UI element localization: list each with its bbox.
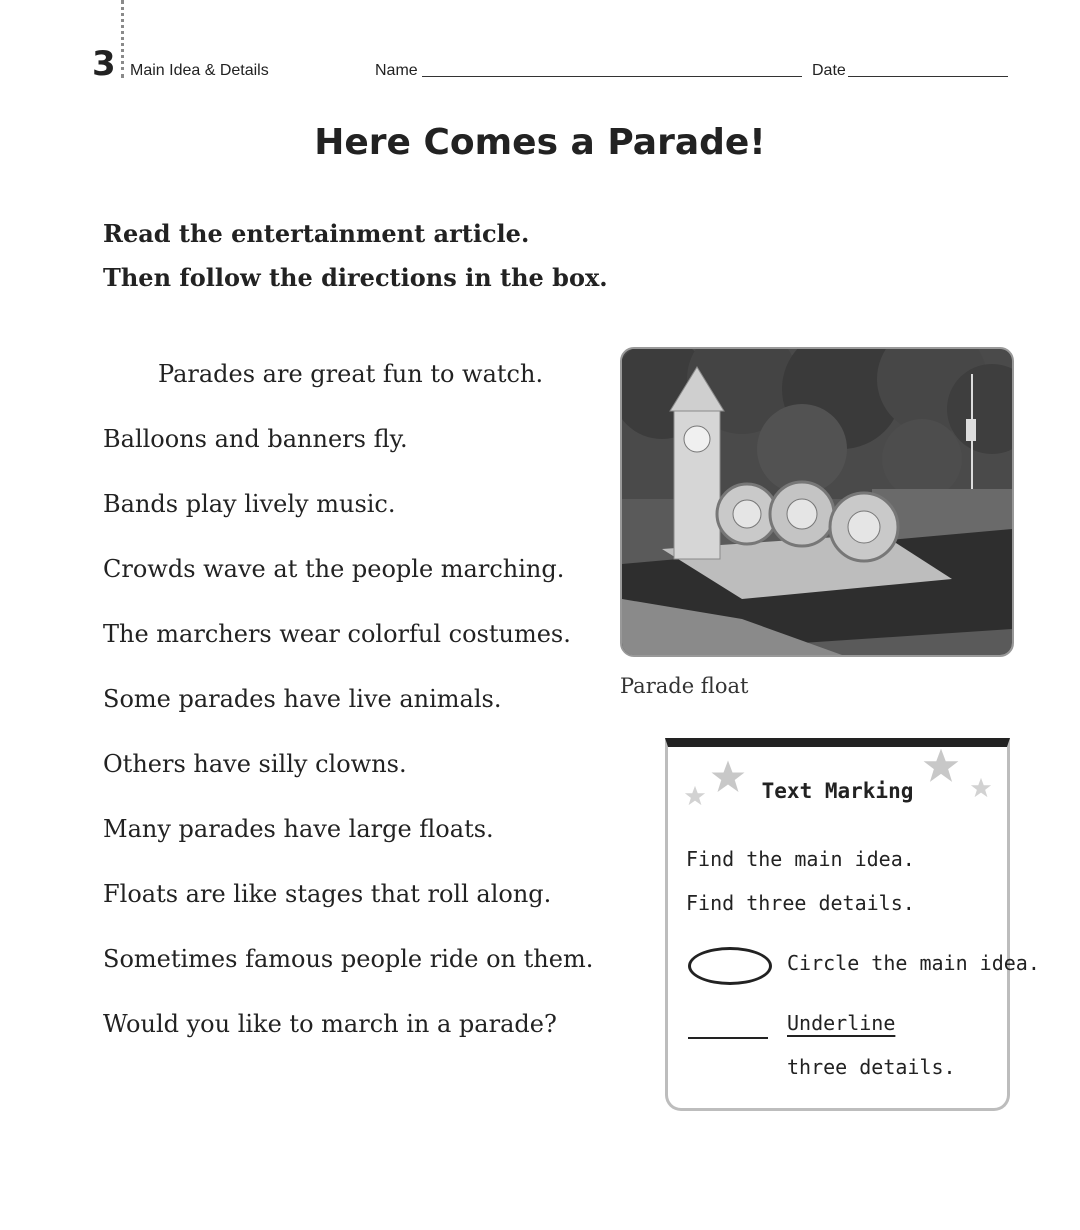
date-field-line[interactable] [848,76,1008,77]
find-main-idea: Find the main idea. [686,847,915,871]
date-label: Date [812,62,846,79]
directions-line: Then follow the directions in the box. [103,263,608,292]
article-line: The marchers wear colorful costumes. [103,620,571,648]
dotted-margin-rule [121,0,124,78]
underline-word: Underline [787,1011,896,1035]
photo-caption: Parade float [620,674,749,698]
article-line: Crowds wave at the people marching. [103,555,565,583]
directions-line: Read the entertainment article. [103,219,530,248]
article-line: Parades are great fun to watch. [158,360,544,388]
page-number: 3 [92,44,116,84]
article-line: Many parades have large floats. [103,815,494,843]
underline-instruction: three details. [787,1055,956,1079]
article-line: Balloons and banners fly. [103,425,408,453]
article-line: Others have silly clowns. [103,750,407,778]
article-line: Bands play lively music. [103,490,396,518]
article-line: Would you like to march in a parade? [103,1010,557,1038]
parade-float-photo [620,347,1014,657]
name-field-line[interactable] [422,76,802,77]
article-line: Some parades have live animals. [103,685,502,713]
parade-float-image [622,349,1012,655]
underline-symbol [688,1037,768,1039]
text-marking-box [665,738,1040,1111]
section-label: Main Idea & Details [130,62,269,79]
page-title: Here Comes a Parade! [314,122,766,163]
directions [103,212,608,300]
text-marking-title: Text Marking [761,779,914,803]
circle-symbol [688,947,772,985]
name-label: Name [375,62,418,79]
find-details: Find three details. [686,891,915,915]
article-line: Floats are like stages that roll along. [103,880,552,908]
circle-instruction: Circle the main idea. [787,951,1040,975]
article [103,352,613,1067]
article-line: Sometimes famous people ride on them. [103,945,594,973]
